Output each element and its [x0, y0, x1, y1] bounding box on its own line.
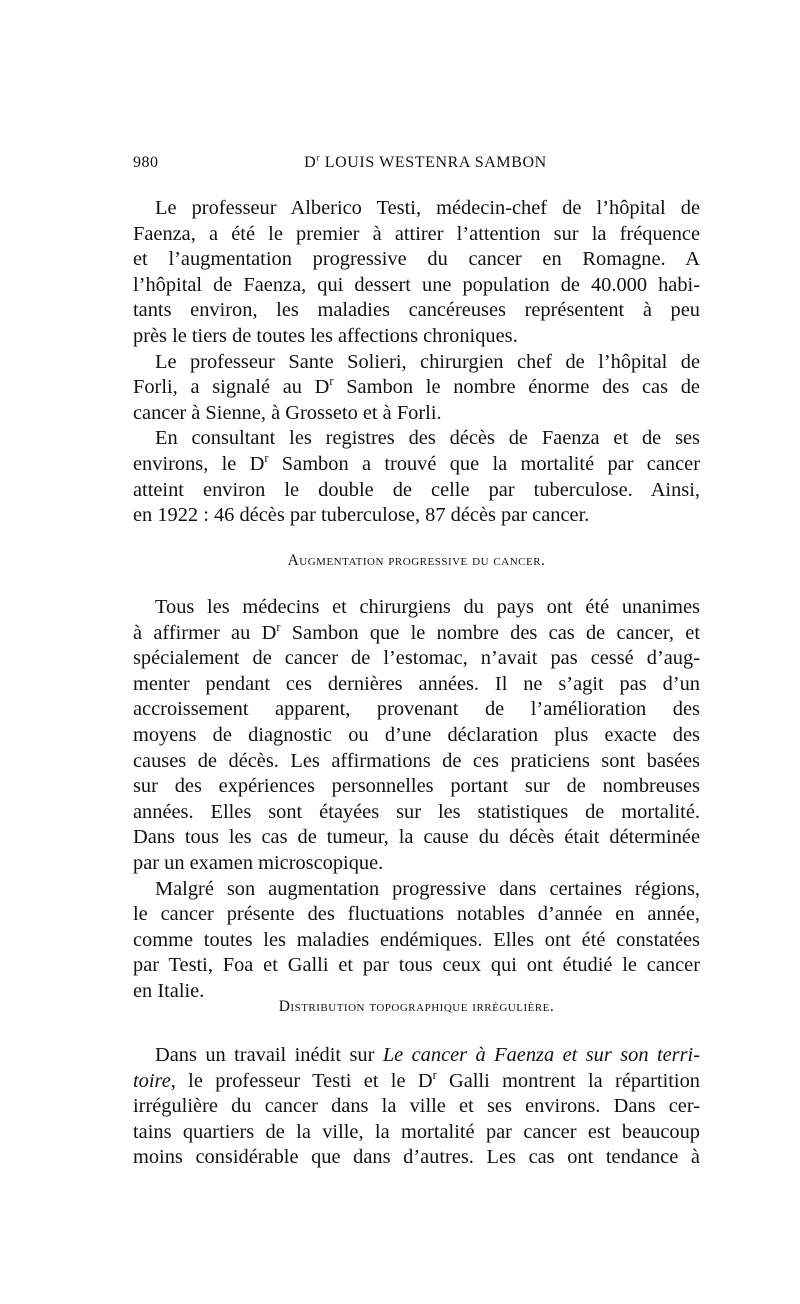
- paragraph-testi: [133, 196, 700, 350]
- text-line: l’hôpital de Faenza, qui dessert une population de 40.000 habi-: [133, 273, 700, 296]
- text-line: accroissement apparent, provenant de l’amélioration des: [133, 698, 700, 721]
- text-line: années. Elles sont étayées sur les statistiques de mortalité.: [133, 800, 700, 823]
- text-line: Malgré son augmentation progressive dans certaines régions,: [155, 877, 700, 900]
- text-line: causes de décès. Les affirmations de ces praticiens sont basées: [133, 749, 700, 772]
- paragraph-travail-inedit: [133, 1043, 700, 1171]
- section-heading-augmentation: Augmentation progressive du cancer.: [287, 552, 546, 569]
- text-line: cancer à Sienne, à Grosseto et à Forli.: [133, 401, 442, 424]
- text-line: Le professeur Sante Solieri, chirurgien chef de l’hôpital de: [155, 350, 700, 373]
- text-line: par un examen microscopique.: [133, 851, 384, 874]
- text-line: par Testi, Foa et Galli et par tous ceux qui ont étudié le cancer: [133, 954, 700, 977]
- paragraph-medecins: [133, 595, 700, 877]
- text-line: le cancer présente des fluctuations notables d’année en année,: [133, 903, 700, 926]
- text-line: Dans un travail inédit sur Le cancer à Faenza et sur son terri-: [155, 1044, 700, 1066]
- text-line: Tous les médecins et chirurgiens du pays ont été unanimes: [155, 596, 700, 618]
- text-line: spécialement de cancer de l’estomac, n’avait pas cessé d’aug-: [133, 647, 700, 670]
- text-line: en 1922 : 46 décès par tuberculose, 87 décès par cancer.: [133, 504, 590, 527]
- text-line: et l’augmentation progressive du cancer en Romagne. A: [133, 248, 700, 271]
- running-title: [133, 154, 700, 172]
- running-head: [133, 154, 700, 178]
- text-line: sur des expériences personnelles portant sur de nombreuses: [133, 775, 700, 798]
- text-line: en Italie.: [133, 979, 205, 1002]
- author-name: LOUIS WESTENRA SAMBON: [320, 154, 547, 171]
- text-line: menter pendant ces dernières années. Il ne s’agit pas d’un: [133, 672, 700, 695]
- section-heading-distribution: Distribution topographique irrégulière.: [278, 998, 555, 1015]
- text-line: En consultant les registres des décès de Faenza et de ses: [155, 427, 700, 450]
- paragraph-registres: [133, 426, 700, 528]
- text-line: moyens de diagnostic ou d’une déclaration plus exacte des: [133, 723, 700, 746]
- text-line: tants environ, les maladies cancéreuses représentent à peu: [133, 299, 700, 322]
- author-prefix: D: [304, 154, 317, 171]
- text-line: Faenza, a été le premier à attirer l’attention sur la fréquence: [133, 222, 700, 245]
- text-line: moins considérable que dans d’autres. Les cas ont tendance à: [133, 1146, 700, 1169]
- paragraph-solieri: [133, 350, 700, 427]
- text-block-top: [133, 196, 700, 529]
- text-line: Dans tous les cas de tumeur, la cause du décès était déterminée: [133, 826, 700, 849]
- text-line: tains quartiers de la ville, la mortalité par cancer est beaucoup: [133, 1120, 700, 1143]
- text-line: atteint environ le double de celle par tuberculose. Ainsi,: [133, 478, 700, 501]
- text-line: irrégulière du cancer dans la ville et ses environs. Dans cer-: [133, 1095, 700, 1118]
- text-line: toire, le professeur Testi et le $D^r$ Galli montrent la répartition: [133, 1067, 700, 1092]
- text-line: Forli, a signalé au $D^r$ Sambon le nombre énorme des cas de: [133, 374, 700, 399]
- text-block-bottom: [133, 1043, 700, 1171]
- page-number: 980: [133, 154, 159, 171]
- text-line: près le tiers de toutes les affections chroniques.: [133, 324, 518, 347]
- text-line: à affirmer au $D^r$ Sambon que le nombre des cas de cancer, et: [133, 619, 700, 644]
- text-block-middle: [133, 595, 700, 1005]
- text-line: environs, le $D^r$ Sambon a trouvé que la mortalité par cancer: [133, 451, 700, 475]
- text-line: comme toutes les maladies endémiques. Elles ont été constatées: [133, 928, 700, 951]
- author-prefix-sup: r: [316, 152, 321, 164]
- paragraph-fluctuations: [133, 877, 700, 1005]
- text-line: Le professeur Alberico Testi, médecin-chef de l’hôpital de: [155, 197, 700, 219]
